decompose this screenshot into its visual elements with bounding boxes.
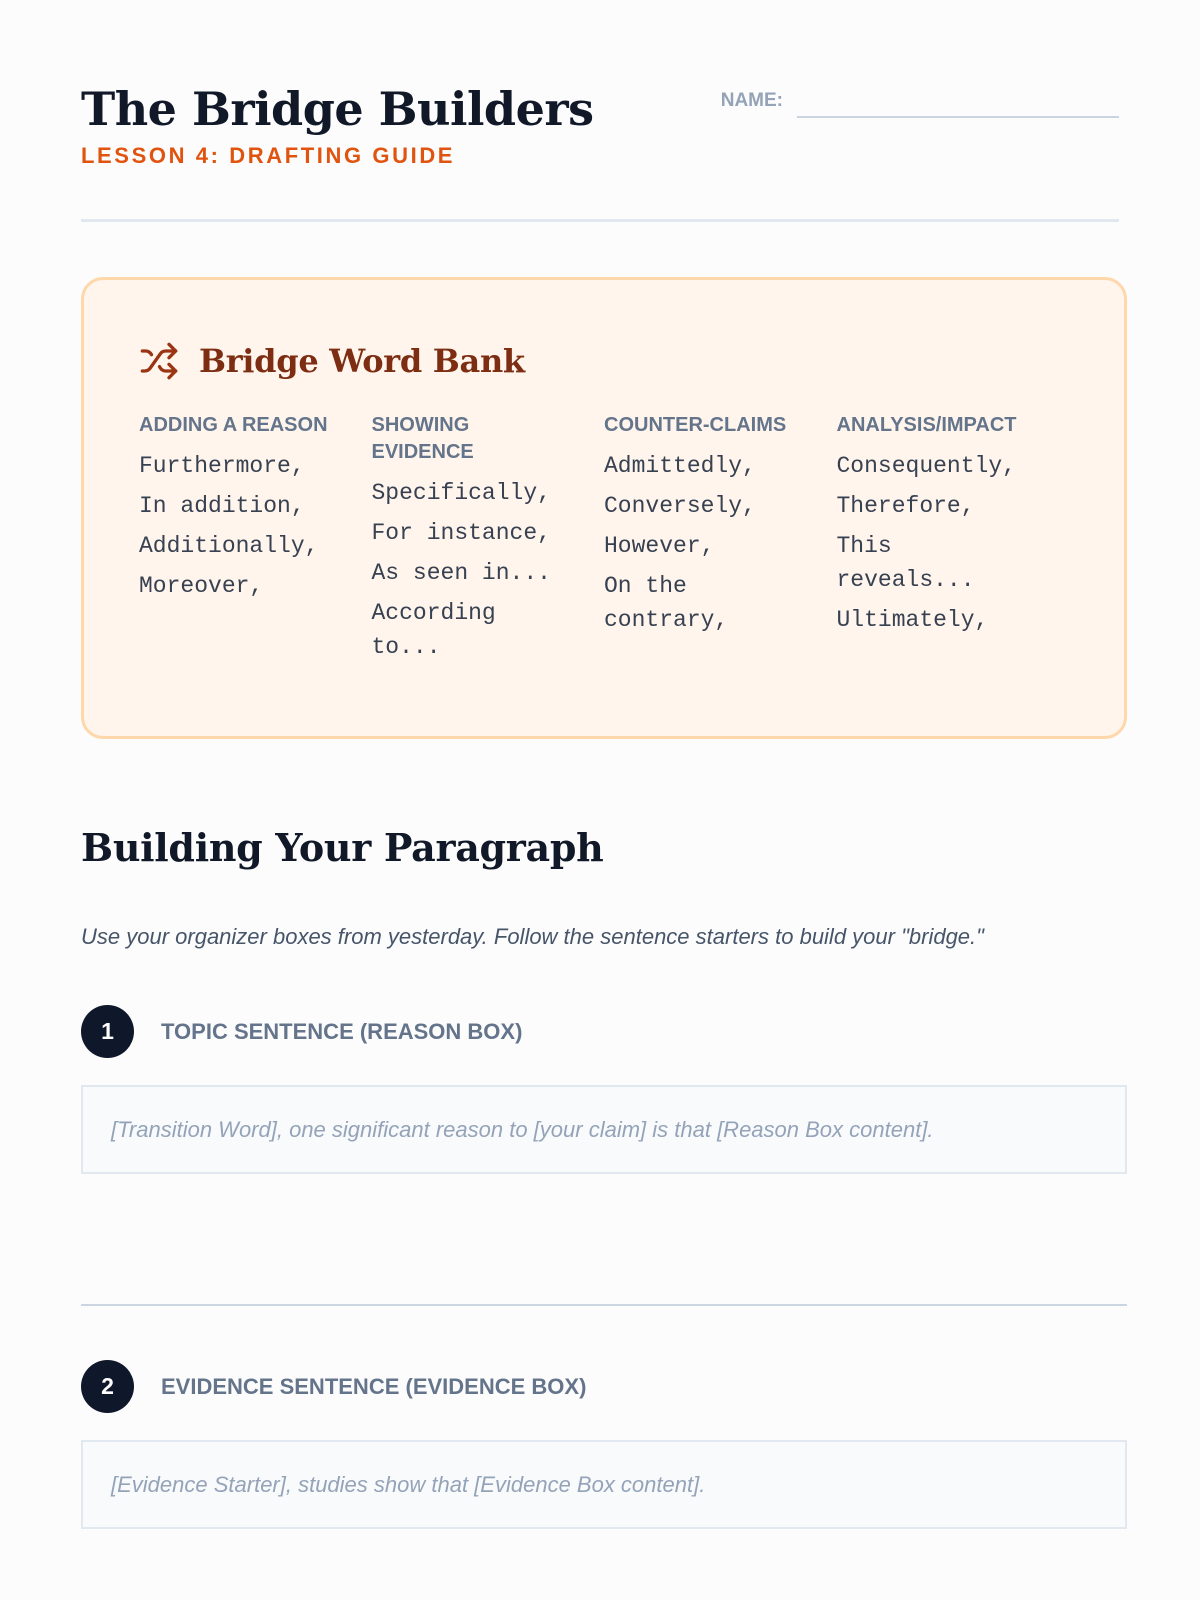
sentence-starter-box[interactable]: [Evidence Starter], studies show that [Evidence Box content]. xyxy=(81,1440,1127,1529)
transition-word: In addition, xyxy=(139,493,305,519)
transition-word: Moreover, xyxy=(139,573,264,599)
title-block xyxy=(81,82,594,169)
transition-word: Consequently, xyxy=(836,453,1016,479)
transition-word: This reveals... xyxy=(836,533,975,593)
step-label: EVIDENCE SENTENCE (EVIDENCE BOX) xyxy=(161,1373,587,1399)
instruction-text: Use your organizer boxes from yesterday. Follow the sentence starters to build your "bridge." xyxy=(81,924,984,949)
transition-word: Ultimately, xyxy=(836,607,989,633)
sentence-starter-box[interactable]: [Transition Word], one significant reason to [your claim] is that [Reason Box content]. xyxy=(81,1085,1127,1174)
word-bank-columns xyxy=(139,412,1069,670)
step-topic-sentence xyxy=(81,1005,1119,1058)
column-heading: COUNTER-CLAIMS xyxy=(604,414,787,436)
page-title: The Bridge Builders xyxy=(81,82,594,136)
lesson-subtitle: LESSON 4: DRAFTING GUIDE xyxy=(81,143,456,169)
name-input-line[interactable] xyxy=(797,88,1119,118)
shuffle-arrows-icon xyxy=(139,341,179,381)
word-bank-column-showing-evidence xyxy=(372,412,605,670)
section-title: Building Your Paragraph xyxy=(81,825,604,870)
word-bank-column-analysis-impact xyxy=(837,412,1070,670)
name-label: NAME: xyxy=(720,90,783,111)
transition-word: Specifically, xyxy=(371,480,551,506)
step-number-badge: 1 xyxy=(81,1005,134,1058)
transition-word: Therefore, xyxy=(836,493,975,519)
step-label: TOPIC SENTENCE (REASON BOX) xyxy=(161,1018,523,1044)
transition-word: On the contrary, xyxy=(604,573,729,633)
transition-word: Conversely, xyxy=(604,493,756,519)
step-evidence-sentence xyxy=(81,1360,1119,1413)
transition-word: As seen in... xyxy=(371,560,551,586)
word-bank-column-adding-reason xyxy=(139,412,372,670)
transition-word: However, xyxy=(604,533,715,559)
step-number-badge: 2 xyxy=(81,1360,134,1413)
transition-word: Furthermore, xyxy=(139,453,305,479)
column-heading: ANALYSIS/IMPACT xyxy=(836,414,1017,436)
word-bank-header xyxy=(139,335,1069,387)
bridge-word-bank xyxy=(81,277,1127,739)
transition-word: Admittedly, xyxy=(604,453,756,479)
column-heading: ADDING A REASON xyxy=(139,414,328,436)
worksheet-header xyxy=(81,82,1119,222)
transition-word: Additionally, xyxy=(139,533,319,559)
column-heading: SHOWING EVIDENCE xyxy=(371,414,474,463)
name-field xyxy=(721,88,1119,118)
transition-word: For instance, xyxy=(371,520,551,546)
writing-line[interactable] xyxy=(81,1304,1127,1306)
word-bank-column-counter-claims xyxy=(604,412,837,670)
transition-word: According to... xyxy=(371,600,496,660)
word-bank-title: Bridge Word Bank xyxy=(199,342,525,380)
